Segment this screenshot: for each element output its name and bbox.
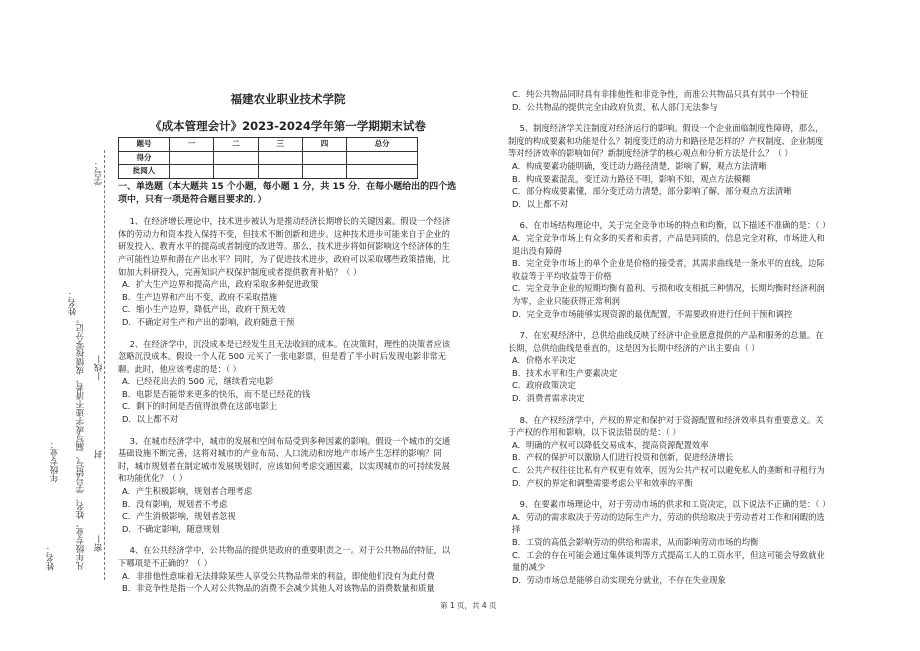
option: B．没有影响，规划者不考虑 [122, 498, 228, 509]
option: D．不确定影响，随意规划 [122, 523, 220, 534]
binding-dashed-line [104, 150, 105, 580]
score-row-label: 得分 [119, 151, 170, 165]
question-1 [118, 215, 458, 328]
option: C．纯公共物品同时具有非排他性和非竞争性，而准公共物品只具有其中一个特征 [512, 89, 809, 99]
option: D．完全竞争市场能够实现资源的最优配置，不需要政府进行任何干预和调控 [512, 308, 793, 319]
option: C．工会的存在可能会通过集体谈判等方式提高工人的工资水平，但这可能会导致就业量的减少 [512, 549, 825, 573]
option: D．消费者需求决定 [512, 393, 585, 404]
line-mark: —线— [94, 355, 104, 381]
grader-cell [170, 165, 214, 179]
question-text: 2、在经济学中，沉没成本是已经发生且无法收回的成本。在决策时，理性的决策者应该忽略沉没成本。假设一个人花 500 元买了一张电影票，但是看了半小时后发现电影非常无聊。此时，他应该考虑的是：（ ） [118, 338, 451, 374]
score-header-cell: 一 [170, 138, 214, 152]
grader-cell [214, 165, 258, 179]
option: C．政府政策决定 [512, 380, 576, 391]
question-text: 6、在市场结构理论中，关于完全竞争市场的特点和均衡，以下描述不准确的是：（ ） [519, 220, 831, 231]
right-column [508, 88, 830, 586]
option: B．生产边界和产出不变，政府不采取措施 [122, 291, 278, 302]
question-text: 7、在宏观经济中，总供给曲线反映了经济中企业愿意提供的产品和服务的总量。在长期，总供给曲线是垂直的，这是因为长期中经济的产出主要由（ ） [508, 330, 824, 353]
question-text: 5、制度经济学关注制度对经济运行的影响。假设一个企业面临制度性障碍，那么，制度的构成要素和功能是什么？制度变迁的动力和路径是怎样的？产权制度、企业制度等对经济效率的影响如何？新制度经济学的核心观点和分析方法是什么？（ ） [508, 123, 824, 159]
score-table-header-row [119, 138, 418, 152]
option: D．不确定对生产和产出的影响，政府随意干预 [122, 316, 295, 327]
seal-mark: 封 [94, 450, 104, 459]
option: C．缩小生产边界，降低产出，政府干预无效 [122, 304, 286, 315]
option: B．工资的高低会影响劳动的供给和需求，从而影响劳动市场的均衡 [512, 537, 759, 547]
question-2 [118, 338, 458, 426]
score-cell [302, 151, 346, 165]
question-text: 8、在产权经济学中，产权的界定和保护对于资源配置和经济效率具有重要意义。关于产权的作用和影响，以下说法错误的是：（ ） [508, 414, 824, 438]
binding-margin [46, 150, 104, 580]
option: B．完全竞争市场上的单个企业是价格的接受者，其需求曲线是一条水平的直线，边际收益等于平均收益等于价格 [512, 258, 825, 281]
option: C．公共产权往往比私有产权更有效率，因为公共产权可以避免私人的垄断和寻租行为 [512, 465, 825, 476]
question-8 [508, 414, 830, 490]
grader-cell [302, 165, 346, 179]
question-5 [508, 122, 830, 210]
score-cell [258, 151, 302, 165]
score-header-cell: 三 [258, 138, 302, 152]
option: B．构成要素混乱，变迁动力路径不明，影响不知，观点方法模糊 [512, 173, 751, 184]
name-label: 姓名： [68, 290, 78, 316]
option: B．电影是否能带来更多的快乐，而不是已经花的钱 [122, 388, 311, 399]
option: B．技术水平和生产要素决定 [512, 367, 618, 378]
option: D．公共物品的提供完全由政府负责，私人部门无法参与 [512, 101, 718, 112]
option: B．非竞争性是指一个人对公共物品的消费不会减少其他人对该物品的消费数量和质量 [122, 583, 435, 594]
option: C．完全竞争企业的短期均衡有盈利、亏损和收支相抵三种情况，长期均衡时经济利润为零，企业只能获得正常利润 [512, 283, 825, 306]
option: A．已经花出去的 500 元，继续看完电影 [122, 376, 274, 387]
left-column [118, 88, 458, 595]
question-text: 1、在经济增长理论中，技术进步被认为是推动经济长期增长的关键因素。假设一个经济体的劳动力和资本投入保持不变，但技术不断创新和进步。这种技术进步可能来自于企业的研发投入、教育水平的提高或者制度的改进等。那么，技术进步将如何影响这个经济体的生产可能性边界和潜在产出水平？同时，为了促进技术进步，政府可以采取哪些政策措施，比如加大科研投入，完善知识产权保护制度或者提供教育补贴？（ ） [118, 216, 451, 277]
option: C．剩下的时间是否值得浪费在这部电影上 [122, 401, 278, 412]
option: A．产生积极影响，规划者合理考虑 [122, 486, 253, 497]
option: A．扩大生产边界和提高产出，政府采取多种促进政策 [122, 279, 319, 290]
option: D．以上都不对 [122, 414, 179, 425]
warning-text: 凡年级专业、姓名、学号错写、漏写或字迹不清者，成绩按零分记。 [76, 315, 86, 570]
question-7 [508, 329, 830, 405]
score-cell [170, 151, 214, 165]
score-header-cell: 二 [214, 138, 258, 152]
option: C．产生消极影响，规划者忽视 [122, 511, 236, 522]
grader-row [119, 165, 418, 179]
question-text: 4、在公共经济学中，公共物品的提供是政府的重要职责之一。对于公共物品的特征，以下哪项是不正确的？（ ） [118, 545, 451, 568]
section-title: 一、单选题（本大题共 15 个小题，每小题 1 分，共 15 分．在每小题给出的四个选项中，只有一项是符合题目要求的．） [118, 181, 457, 205]
option: D．以上都不对 [512, 198, 569, 209]
exam-title: 《成本管理会计》2023-2024学年第一学期期末试卷 [150, 118, 426, 133]
school-name: 福建农业职业技术学院 [230, 92, 346, 106]
name-left-label: 姓名： [46, 545, 56, 571]
score-cell [347, 151, 418, 165]
score-row [119, 151, 418, 165]
seal-line-mark: 密— [94, 535, 104, 552]
grade-major-label: 年级专业： [50, 440, 60, 483]
question-text: 9、在要素市场理论中，对于劳动市场的供求和工资决定，以下说法不正确的是：（ ） [519, 499, 831, 510]
option: A．明确的产权可以降低交易成本，提高资源配置效率 [512, 439, 709, 450]
score-header-cell: 四 [302, 138, 346, 152]
question-3 [118, 435, 458, 536]
option: D．产权的界定和调整需要考虑公平和效率的平衡 [512, 477, 693, 488]
grader-cell [347, 165, 418, 179]
option: A．非排他性意味着无法排除某些人享受公共物品带来的利益，即使他们没有为此付费 [122, 570, 435, 581]
student-id-label: 学号： [94, 160, 104, 186]
option: B．产权的保护可以激励人们进行投资和创新，促进经济增长 [512, 452, 734, 463]
grader-row-label: 批阅人 [119, 165, 170, 179]
grader-cell [258, 165, 302, 179]
question-9 [508, 498, 830, 586]
question-6 [508, 219, 830, 320]
score-table [118, 137, 418, 179]
score-header-cell: 总分 [347, 138, 418, 152]
option: A．价格水平决定 [512, 355, 576, 366]
score-header-cell: 题号 [119, 138, 170, 152]
option: A．劳动的需求取决于劳动的边际生产力，劳动的供给取决于劳动者对工作和闲暇的选择 [512, 511, 825, 535]
option: A．构成要素功能明确，变迁动力路径清楚，影响了解，观点方法清晰 [512, 160, 767, 171]
option: C．部分构成要素懂，部分变迁动力清楚，部分影响了解，部分观点方法清晰 [512, 186, 792, 197]
page-footer: 第 1 页，共 4 页 [440, 601, 497, 610]
option: D．劳动市场总是能够自动实现充分就业，不存在失业现象 [512, 574, 726, 585]
score-cell [214, 151, 258, 165]
question-4 [118, 544, 458, 594]
option: A．完全竞争市场上有众多的买者和卖者，产品是同质的，信息完全对称，市场进入和退出没有障碍 [512, 232, 825, 256]
question-text: 3、在城市经济学中，城市的发展和空间布局受到多种因素的影响。假设一个城市的交通基础设施不断完善，这将对城市的产业布局、人口流动和房地产市场产生怎样的影响？同时，城市规划者在制定城市发展规划时，应该如何考虑交通因素，以实现城市的可持续发展和功能优化？（ ） [118, 435, 451, 484]
